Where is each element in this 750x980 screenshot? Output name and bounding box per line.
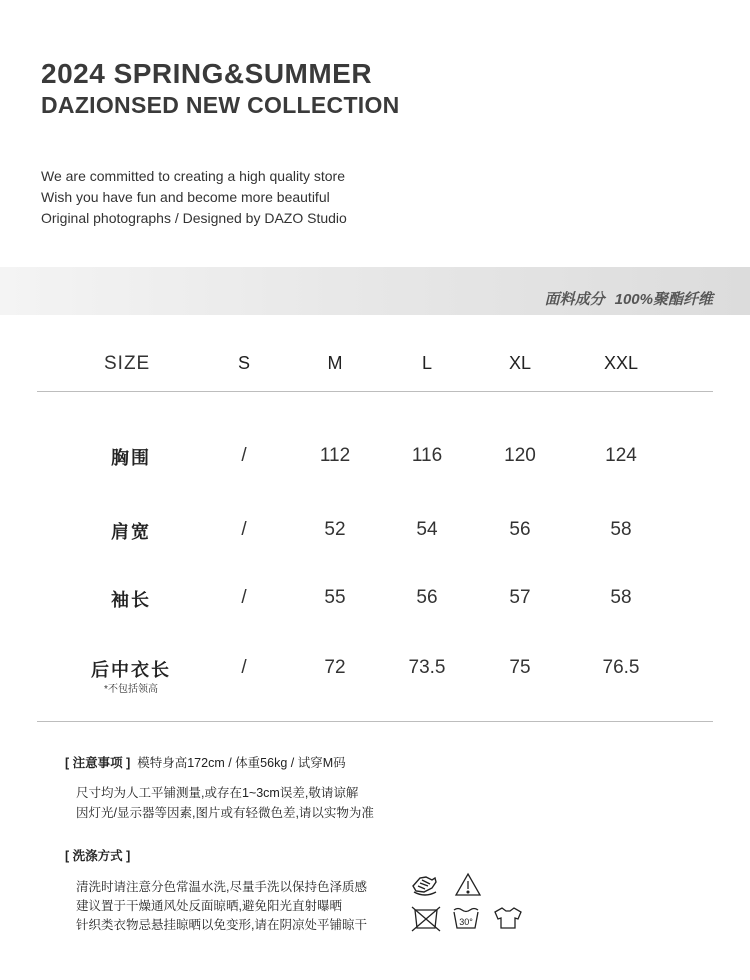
- table-cell: /: [241, 519, 247, 540]
- collection-title-line2: DAZIONSED NEW COLLECTION: [41, 92, 400, 118]
- care-line: 建议置于干燥通风处反面晾晒,避免阳光直射曝晒: [76, 899, 342, 913]
- fabric-composition: [545, 288, 713, 309]
- notes-heading: [ 注意事项 ]: [65, 756, 131, 770]
- care-icons: [410, 870, 530, 936]
- wash-30-icon: [454, 909, 478, 929]
- hand-wash-icon: [413, 877, 436, 895]
- intro-text: [41, 166, 347, 229]
- table-cell: /: [241, 445, 247, 466]
- collection-title-line1: 2024 SPRING&SUMMER: [41, 58, 373, 89]
- table-cell: 75: [509, 657, 531, 678]
- table-cell: 58: [610, 519, 632, 540]
- svg-text:30°: 30°: [459, 917, 473, 927]
- notes-model-line: [65, 753, 346, 771]
- table-cell: 58: [610, 587, 632, 608]
- size-col-s: S: [237, 353, 251, 373]
- row-note-excludes-collar: *不包括领高: [104, 684, 158, 695]
- table-divider-top: [37, 391, 713, 392]
- table-cell: /: [241, 587, 247, 608]
- intro-line: We are committed to creating a high quality store: [41, 168, 346, 184]
- warning-icon: [456, 874, 480, 895]
- intro-line: Original photographs / Designed by DAZO Studio: [41, 210, 347, 226]
- row-label-shoulder: 肩宽: [111, 522, 151, 542]
- size-header-label: SIZE: [104, 353, 151, 374]
- table-divider-bottom: [37, 721, 713, 722]
- table-cell: 52: [324, 519, 346, 540]
- table-cell: 120: [504, 445, 536, 466]
- table-cell: 112: [319, 445, 351, 466]
- table-cell: 116: [411, 445, 443, 466]
- fabric-label: 面料成分: [544, 291, 605, 308]
- notes-line: 尺寸均为人工平铺测量,或存在1~3cm误差,敬请谅解: [76, 786, 359, 800]
- table-cell: 54: [416, 519, 438, 540]
- table-cell: 56: [416, 587, 438, 608]
- size-col-xl: XL: [508, 353, 532, 373]
- row-label-sleeve: 袖长: [111, 590, 151, 610]
- table-cell: 55: [324, 587, 346, 608]
- size-col-l: L: [421, 353, 433, 373]
- care-heading: [ 洗涤方式 ]: [65, 849, 131, 863]
- table-cell: 72: [324, 657, 346, 678]
- notes-line: 因灯光/显示器等因素,图片或有轻微色差,请以实物为准: [76, 806, 374, 820]
- do-not-wring-icon: [412, 907, 440, 931]
- row-label-chest: 胸围: [111, 448, 151, 468]
- row-label-back-length: 后中衣长: [91, 660, 171, 680]
- table-cell: 73.5: [408, 657, 446, 678]
- table-cell: 76.5: [602, 657, 640, 678]
- size-col-xxl: XXL: [603, 353, 639, 373]
- size-col-m: M: [327, 353, 343, 373]
- table-cell: /: [241, 657, 247, 678]
- flat-dry-icon: [495, 908, 521, 928]
- model-info: 模特身高172cm / 体重56kg / 试穿M码: [137, 756, 346, 770]
- intro-line: Wish you have fun and become more beautiful: [41, 189, 330, 205]
- fabric-value: 100%聚酯纤维: [614, 291, 713, 308]
- table-cell: 124: [605, 445, 637, 466]
- table-cell: 57: [509, 587, 531, 608]
- care-line: 清洗时请注意分色常温水洗,尽量手洗以保持色泽质感: [76, 880, 367, 894]
- table-cell: 56: [509, 519, 531, 540]
- care-line: 针织类衣物忌悬挂晾晒以免变形,请在阴凉处平铺晾干: [76, 918, 367, 932]
